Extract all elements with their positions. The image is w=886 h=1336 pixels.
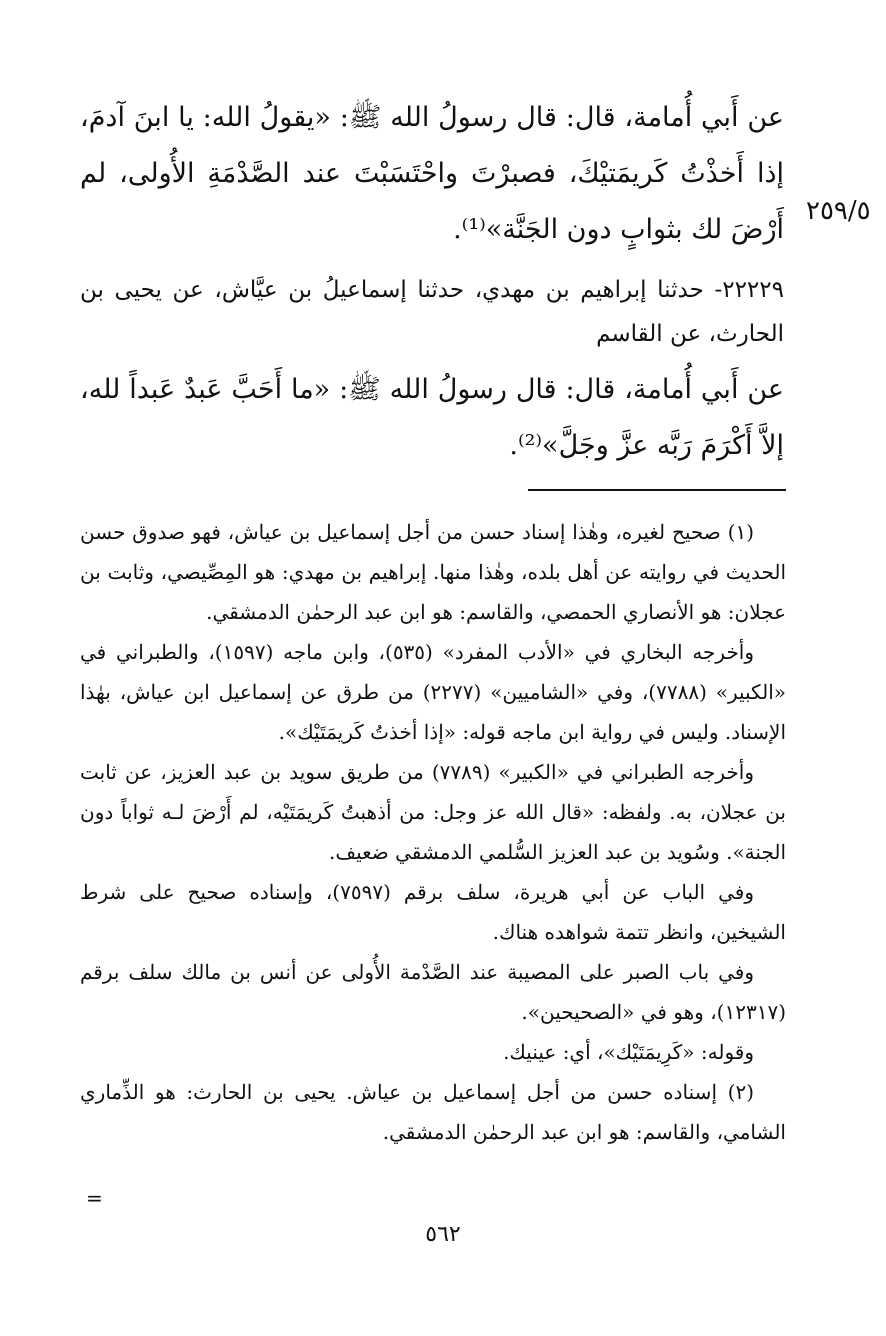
- footnote-1-paragraph-3: وأخرجه الطبراني في «الكبير» (٧٧٨٩) من طريق سويد بن عبد العزيز، عن ثابت بن عجلان، به. ولفظه: «قال الله عز وجل: من أذهبتُ كَريمَتَيْه، لم أَرْضَ لـه ثواباً دون الجنة». وسُويد بن عبد العزيز السُّلمي الدمشقي ضعيف.: [80, 760, 786, 864]
- footnotes: [80, 512, 786, 1152]
- page-number: ٥٦٢: [425, 1222, 461, 1247]
- hadith-2-text: عن أَبي أُمامة، قال: قال رسولُ الله ﷺ: «ما أَحَبَّ عَبدٌ عَبداً لله، إلاَّ أَكْرَمَ رَبَّه عزَّ وجَلَّ»⁽²⁾.: [80, 374, 784, 461]
- hadith-1-text: عن أَبي أُمامة، قال: قال رسولُ الله ﷺ: «يقولُ الله: يا ابنَ آدمَ، إذا أَخذْتُ كَريمَتيْكَ، فصبرْتَ واحْتَسَبْتَ عند الصَّدْمَةِ الأُولى، لم أَرْضَ لك بثوابٍ دون الجَنَّة»⁽¹⁾.: [80, 102, 784, 245]
- footnote-separator: [528, 489, 786, 491]
- continuation-mark: =: [86, 1186, 103, 1210]
- hadith-2-chain: ٢٢٢٢٩- حدثنا إبراهيم بن مهدي، حدثنا إسماعيلُ بن عيَّاش، عن يحيى بن الحارث، عن القاسم: [80, 277, 784, 347]
- footnote-1: (١) صحيح لغيره، وهٰذا إسناد حسن من أجل إسماعيل بن عياش، فهو صدوق حسن الحديث في روايته عن أهل بلده، وهٰذا منها. إبراهيم بن مهدي: هو المِصِّيصي، وثابت بن عجلان: هو الأنصاري الحمصي، والقاسم: هو ابن عبد الرحمٰن الدمشقي.: [80, 520, 786, 624]
- main-text: [80, 90, 784, 474]
- footnote-1-paragraph-4: وفي الباب عن أبي هريرة، سلف برقم (٧٥٩٧)، وإسناده صحيح على شرط الشيخين، وانظر تتمة شواهده هناك.: [80, 880, 786, 944]
- footnote-2: (٢) إسناده حسن من أجل إسماعيل بن عياش. يحيى بن الحارث: هو الذِّماري الشامي، والقاسم: هو ابن عبد الرحمٰن الدمشقي.: [80, 1080, 786, 1144]
- margin-volume-page-reference: ٢٥٩/٥: [806, 196, 871, 226]
- footnote-1-paragraph-5: وفي باب الصبر على المصيبة عند الصَّدْمة الأُولى عن أنس بن مالك سلف برقم (١٢٣١٧)، وهو في «الصحيحين».: [80, 960, 786, 1024]
- footnote-1-paragraph-6: وقوله: «كَرِيمَتَيْك»، أي: عينيك.: [503, 1040, 754, 1064]
- footnote-1-paragraph-2: وأخرجه البخاري في «الأدب المفرد» (٥٣٥)، وابن ماجه (١٥٩٧)، والطبراني في «الكبير» (٧٧٨٨)، وفي «الشاميين» (٢٢٧٧) من طرق عن إسماعيل ابن عياش، بهٰذا الإسناد. وليس في رواية ابن ماجه قوله: «إذا أخذتُ كَريمَتَيْك».: [80, 640, 786, 744]
